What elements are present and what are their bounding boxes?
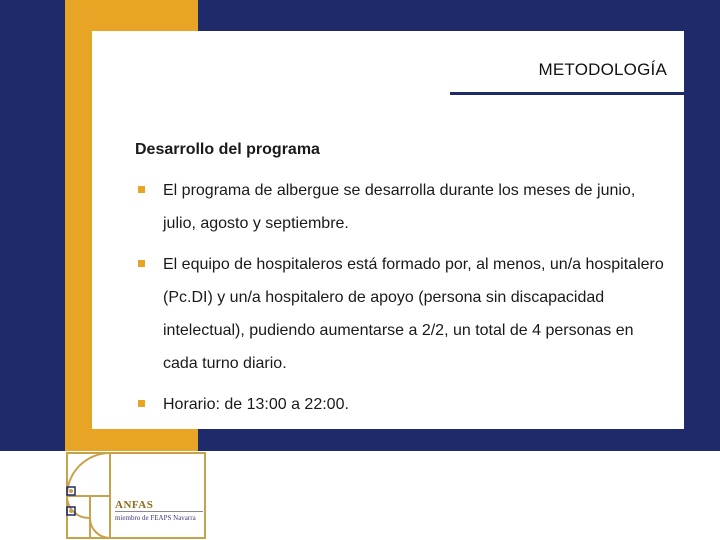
bullet-item <box>135 248 665 380</box>
logo-tagline: miembro de FEAPS Navarra <box>115 514 196 522</box>
bullet-item <box>135 174 665 240</box>
bullet-text: El programa de albergue se desarrolla durante los meses de junio, julio, agosto y septiembre. <box>163 182 636 232</box>
square-bullet-icon <box>138 400 145 407</box>
bullet-text: Horario: de 13:00 a 22:00. <box>163 396 349 413</box>
section-heading: Desarrollo del programa <box>135 141 320 158</box>
bullet-list <box>135 174 665 421</box>
bullet-text: El equipo de hospitaleros está formado por, al menos, un/a hospitalero (Pc.DI) y un/a hospitalero de apoyo (persona sin discapacidad intelectual), pudiendo aumentarse a 2/2, un total de 4 personas en cada turno diario. <box>163 256 664 372</box>
bullet-item <box>135 388 665 421</box>
slide-content-panel <box>92 31 684 429</box>
square-bullet-icon <box>138 186 145 193</box>
title-underline <box>450 92 684 95</box>
slide-title: METODOLOGÍA <box>538 60 667 79</box>
square-bullet-icon <box>138 260 145 267</box>
logo-name: ANFAS <box>115 499 154 511</box>
golden-spiral-icon <box>65 451 207 540</box>
anfas-logo <box>65 451 207 540</box>
logo-divider <box>115 511 203 512</box>
